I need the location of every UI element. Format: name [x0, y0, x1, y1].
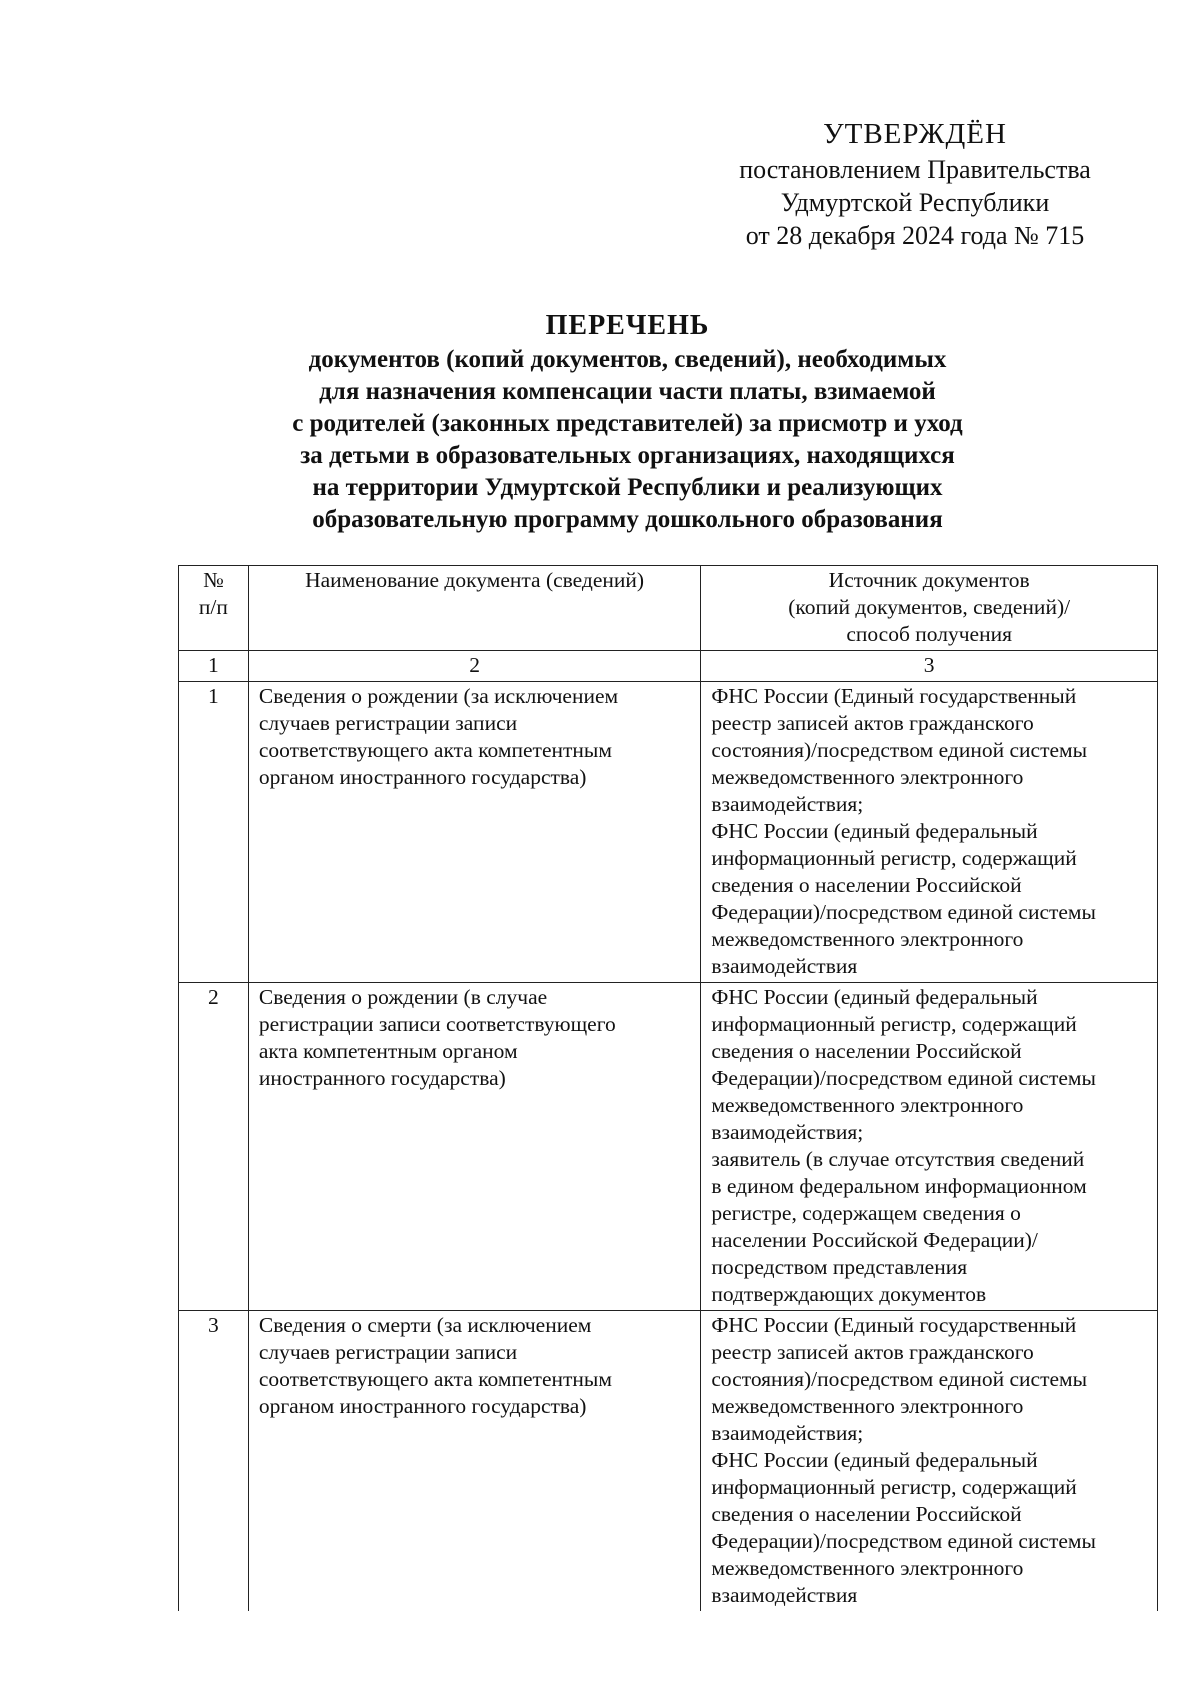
header-document-name-line: Наименование документа (сведений) [305, 568, 645, 592]
document-name-line: Сведения о рождении (за исключением [258, 684, 619, 708]
source-line: Федерации)/посредством единой системы [711, 1529, 1096, 1553]
approval-line-2: Удмуртской Республики [780, 188, 1050, 217]
source-line: ФНС России (единый федеральный [711, 1448, 1038, 1472]
table-row [179, 1311, 1158, 1612]
document-name-line: Сведения о смерти (за исключением [258, 1313, 592, 1337]
source-line: заявитель (в случае отсутствия сведений [711, 1147, 1085, 1171]
document-name-cell [248, 1311, 700, 1612]
document-name-line: соответствующего акта компетентным [258, 1367, 612, 1391]
document-name-line: случаев регистрации записи [258, 711, 518, 735]
source-line: посредством представления [711, 1255, 968, 1279]
document-subtitle-line: образовательную программу дошкольного образования [312, 506, 943, 533]
source-line: реестр записей актов гражданского [711, 1340, 1034, 1364]
document-subtitle-line: на территории Удмуртской Республики и реализующих [312, 474, 943, 501]
source-line: межведомственного электронного [711, 1394, 1024, 1418]
document-subtitle-line: для назначения компенсации части платы, взимаемой [319, 378, 936, 405]
source-line: информационный регистр, содержащий [711, 846, 1077, 870]
approval-line-1: постановлением Правительства [739, 155, 1091, 184]
source-line: межведомственного электронного [711, 1556, 1024, 1580]
table-row [179, 983, 1158, 1311]
source-line: межведомственного электронного [711, 927, 1024, 951]
approval-stamp [700, 118, 1130, 252]
column-numbers-row [179, 651, 1158, 682]
header-document-name [248, 566, 700, 651]
row-number: 2 [179, 983, 249, 1311]
source-line: регистре, содержащем сведения о [711, 1201, 1021, 1225]
document-heading [180, 308, 1075, 536]
source-line: сведения о населении Российской [711, 873, 1022, 897]
document-name-line: случаев регистрации записи [258, 1340, 518, 1364]
source-line: реестр записей актов гражданского [711, 711, 1034, 735]
document-name-line: Сведения о рождении (в случае [258, 985, 548, 1009]
document-name-line: иностранного государства) [258, 1066, 506, 1090]
row-number: 3 [179, 1311, 249, 1612]
source-cell [701, 983, 1158, 1311]
source-line: информационный регистр, содержащий [711, 1012, 1077, 1036]
header-number-line: № [203, 568, 224, 592]
source-line: взаимодействия; [711, 792, 864, 816]
source-line: Федерации)/посредством единой системы [711, 900, 1096, 924]
source-line: ФНС России (единый федеральный [711, 819, 1038, 843]
source-line: Федерации)/посредством единой системы [711, 1066, 1096, 1090]
source-line: подтверждающих документов [711, 1282, 987, 1306]
document-name-line: соответствующего акта компетентным [258, 738, 612, 762]
source-line: сведения о населении Российской [711, 1039, 1022, 1063]
source-line: сведения о населении Российской [711, 1502, 1022, 1526]
source-line: взаимодействия [711, 954, 858, 978]
documents-table [178, 565, 1158, 1611]
header-source-line: способ получения [846, 622, 1012, 646]
document-name-line: органом иностранного государства) [258, 1394, 587, 1418]
source-line: взаимодействия [711, 1583, 858, 1607]
source-line: межведомственного электронного [711, 765, 1024, 789]
source-cell [701, 682, 1158, 983]
document-name-cell [248, 983, 700, 1311]
source-line: ФНС России (Единый государственный [711, 684, 1077, 708]
header-source-line: Источник документов [828, 568, 1030, 592]
source-line: состояния)/посредством единой системы [711, 738, 1088, 762]
document-name-line: органом иностранного государства) [258, 765, 587, 789]
row-number: 1 [179, 682, 249, 983]
document-name-line: акта компетентным органом [258, 1039, 518, 1063]
header-number [179, 566, 249, 651]
source-line: в едином федеральном информационном [711, 1174, 1087, 1198]
document-name-line: регистрации записи соответствующего [258, 1012, 616, 1036]
document-title: ПЕРЕЧЕНЬ [545, 310, 710, 341]
column-number: 2 [248, 651, 700, 682]
header-source [701, 566, 1158, 651]
source-line: состояния)/посредством единой системы [711, 1367, 1088, 1391]
source-line: взаимодействия; [711, 1120, 864, 1144]
approved-label: УТВЕРЖДЁН [823, 118, 1007, 150]
column-number: 3 [701, 651, 1158, 682]
document-subtitle-line: за детьми в образовательных организациях, находящихся [300, 442, 955, 469]
document-subtitle-line: документов (копий документов, сведений), необходимых [308, 346, 947, 373]
source-line: населении Российской Федерации)/ [711, 1228, 1038, 1252]
approval-line-3: от 28 декабря 2024 года № 715 [745, 221, 1085, 250]
table-header-row [179, 566, 1158, 651]
source-cell [701, 1311, 1158, 1612]
source-line: межведомственного электронного [711, 1093, 1024, 1117]
table-row [179, 682, 1158, 983]
source-line: взаимодействия; [711, 1421, 864, 1445]
header-number-line: п/п [198, 595, 228, 619]
source-line: ФНС России (Единый государственный [711, 1313, 1077, 1337]
source-line: информационный регистр, содержащий [711, 1475, 1077, 1499]
document-subtitle-line: с родителей (законных представителей) за присмотр и уход [292, 410, 963, 437]
column-number: 1 [179, 651, 249, 682]
source-line: ФНС России (единый федеральный [711, 985, 1038, 1009]
header-source-line: (копий документов, сведений)/ [788, 595, 1071, 619]
document-name-cell [248, 682, 700, 983]
